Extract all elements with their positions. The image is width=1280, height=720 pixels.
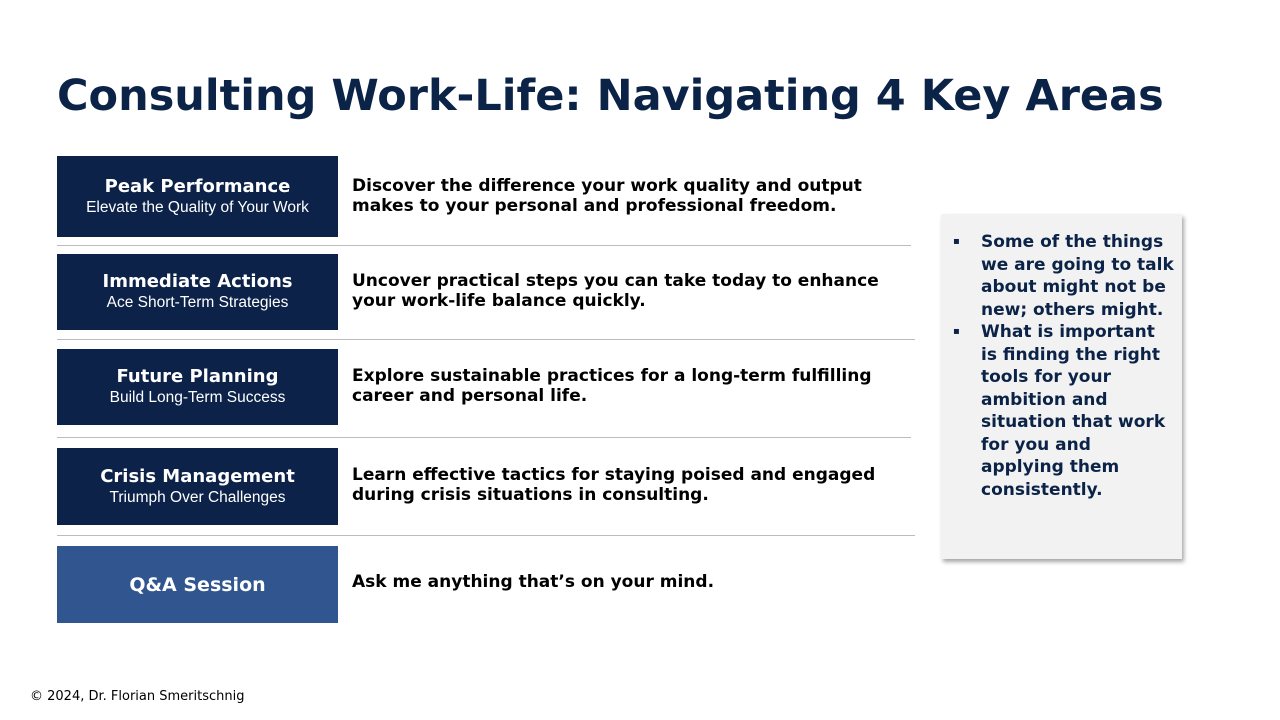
slide-title: Consulting Work-Life: Navigating 4 Key Areas <box>57 71 1164 121</box>
area-title: Peak Performance <box>104 175 291 197</box>
copyright-footer: © 2024, Dr. Florian Smeritschnig <box>30 689 245 704</box>
side-note-item <box>951 321 1176 501</box>
row-divider <box>57 535 915 536</box>
row-divider <box>57 245 911 246</box>
side-note-list <box>951 231 1176 501</box>
area-label-box <box>57 156 338 237</box>
area-description: Uncover practical steps you can take today to enhance your work-life balance quickly. <box>352 271 879 311</box>
area-subtitle: Elevate the Quality of Your Work <box>86 198 309 216</box>
area-row-immediate-actions <box>57 254 917 330</box>
area-title: Crisis Management <box>100 465 295 487</box>
area-title: Q&A Session <box>129 573 266 596</box>
area-title: Future Planning <box>116 366 279 387</box>
area-label-box <box>57 349 338 425</box>
area-row-qa-session <box>57 546 917 623</box>
qa-label-box <box>57 546 338 623</box>
row-divider <box>57 437 911 438</box>
area-description: Ask me anything that’s on your mind. <box>352 572 715 592</box>
square-bullet-icon: ▪ <box>953 236 960 247</box>
area-label-box <box>57 254 338 330</box>
area-label-box <box>57 448 338 525</box>
side-note-text: What is important is finding the right tools for your ambition and situation that work for you and applying them consistently. <box>981 322 1166 500</box>
row-divider <box>57 339 915 340</box>
side-note-item <box>951 231 1176 321</box>
area-subtitle: Build Long-Term Success <box>109 389 286 406</box>
area-subtitle: Ace Short-Term Strategies <box>106 294 289 311</box>
area-title: Immediate Actions <box>102 271 293 292</box>
area-subtitle: Triumph Over Challenges <box>109 488 286 506</box>
area-description: Discover the difference your work quality and output makes to your personal and professional freedom. <box>352 176 862 216</box>
side-note-text: Some of the things we are going to talk about might not be new; others might. <box>981 232 1174 320</box>
square-bullet-icon: ▪ <box>953 326 960 337</box>
area-row-peak-performance <box>57 156 917 238</box>
side-note-box <box>941 214 1182 559</box>
area-description: Explore sustainable practices for a long-term fulfilling career and personal life. <box>352 366 872 406</box>
area-row-future-planning <box>57 349 917 425</box>
area-description: Learn effective tactics for staying poised and engaged during crisis situations in consulting. <box>352 465 876 505</box>
area-row-crisis-management <box>57 448 917 525</box>
